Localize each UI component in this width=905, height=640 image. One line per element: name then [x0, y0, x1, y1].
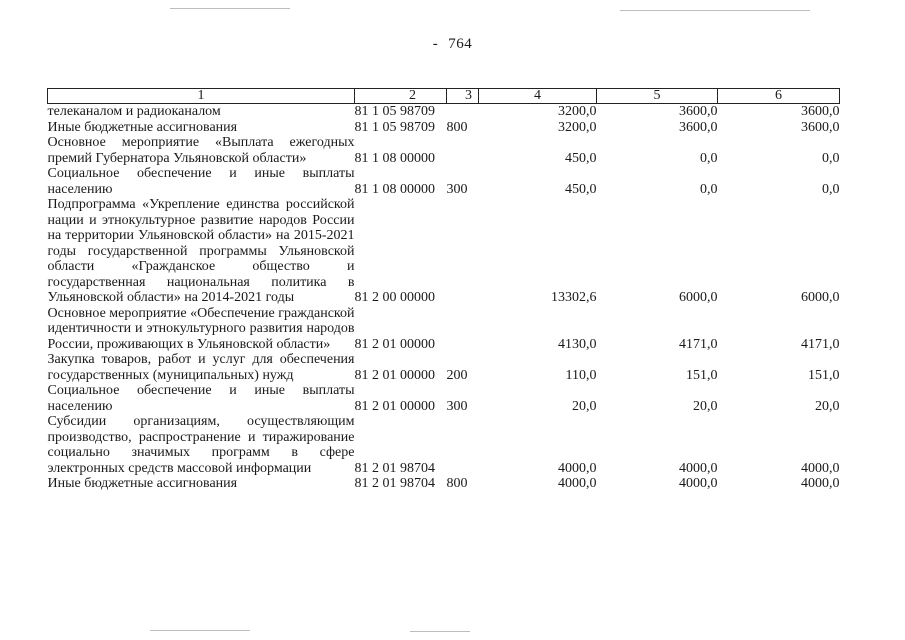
row-value-col5: 20,0: [693, 398, 718, 414]
scan-artifact-bottom: [150, 630, 250, 631]
scan-artifact-top: [620, 10, 810, 11]
page-number-dash: -: [432, 36, 439, 52]
header-col-5: 5: [597, 89, 718, 104]
row-expense-type: [447, 306, 479, 353]
row-expense-type: [447, 197, 479, 306]
row-expense-type: [447, 104, 479, 120]
table-row: [48, 197, 840, 306]
table-row: [48, 135, 840, 166]
row-code: 81 1 05 98709: [354, 104, 435, 119]
row-value-col5: 4000,0: [679, 460, 718, 476]
table-row: [48, 383, 840, 414]
row-expense-type: 300: [446, 181, 468, 197]
scan-artifact-top: [170, 8, 290, 9]
row-code: 81 2 01 00000: [354, 336, 435, 352]
row-value-col5: 151,0: [686, 367, 718, 383]
header-col-3: 3: [447, 89, 479, 104]
budget-table: [47, 88, 840, 492]
row-value-col6: 4000,0: [801, 476, 840, 491]
row-value-col6: 4171,0: [801, 336, 840, 352]
table-header: [48, 89, 840, 104]
row-code: 81 1 08 00000: [354, 150, 435, 166]
row-value-col5: 3600,0: [679, 119, 718, 135]
row-value-col6: 20,0: [815, 398, 840, 414]
table-row: [48, 104, 840, 120]
row-value-col4: 450,0: [565, 181, 597, 197]
row-value-col5: 4171,0: [679, 336, 718, 352]
row-code: 81 1 08 00000: [354, 181, 435, 197]
row-name: Субсидии организациям, осуществляющим производство, распространение и тиражирование социально значимых программ в сфере электронных средств массовой информации: [47, 414, 355, 476]
row-name: Иные бюджетные ассигнования: [47, 119, 238, 135]
table-row: [48, 120, 840, 136]
row-name: Подпрограмма «Укрепление единства российской нации и этнокультурное развитие народов России на территории Ульяновской области» на 2015-2021 годы государственной программы Ульяновской области «Гражданское общество и государственная национальная политика в Ульяновской области» на 2014-2021 годы: [47, 197, 355, 305]
page-number: [0, 36, 905, 53]
header-col-6: 6: [718, 89, 840, 104]
row-value-col4: 3200,0: [558, 119, 597, 135]
row-expense-type: 800: [446, 119, 468, 135]
row-code: 81 2 01 00000: [354, 367, 435, 383]
row-value-col6: 0,0: [822, 181, 840, 197]
table-body: [48, 104, 840, 492]
row-value-col5: 0,0: [700, 181, 718, 197]
row-value-col4: 110,0: [565, 367, 597, 383]
table-row: [48, 166, 840, 197]
row-code: 81 1 05 98709: [354, 119, 435, 135]
scan-artifact-bottom: [410, 631, 470, 632]
row-expense-type: 800: [446, 476, 468, 491]
row-value-col5: 0,0: [700, 150, 718, 166]
row-expense-type: 300: [446, 398, 468, 414]
row-code: 81 2 01 98704: [354, 460, 435, 476]
row-expense-type: [447, 135, 479, 166]
row-expense-type: [447, 414, 479, 476]
row-code: 81 2 01 00000: [354, 398, 435, 414]
row-value-col4: 20,0: [572, 398, 597, 414]
row-code: 81 2 00 00000: [354, 290, 435, 305]
row-name: Социальное обеспечение и иные выплаты населению: [47, 383, 355, 414]
row-name: Социальное обеспечение и иные выплаты населению: [47, 166, 355, 197]
row-value-col5: 3600,0: [679, 104, 718, 119]
row-value-col4: 3200,0: [558, 104, 597, 119]
row-value-col6: 151,0: [808, 367, 840, 383]
row-value-col6: 6000,0: [801, 290, 840, 305]
row-value-col6: 3600,0: [801, 119, 840, 135]
row-name: Основное мероприятие «Обеспечение гражданской идентичности и этнокультурного развития народов России, проживающих в Ульяновской области»: [47, 305, 355, 352]
header-col-1: 1: [48, 89, 355, 104]
row-value-col5: 6000,0: [679, 290, 718, 305]
row-value-col4: 4000,0: [558, 460, 597, 476]
row-name: телеканалом и радиоканалом: [47, 104, 221, 119]
row-value-col4: 450,0: [565, 150, 597, 166]
table-row: [48, 476, 840, 492]
row-name: Иные бюджетные ассигнования: [47, 476, 238, 491]
row-value-col6: 4000,0: [801, 460, 840, 476]
table-row: [48, 352, 840, 383]
header-col-2: 2: [355, 89, 447, 104]
row-name: Основное мероприятие «Выплата ежегодных премий Губернатора Ульяновской области»: [47, 135, 355, 166]
row-value-col5: 4000,0: [679, 476, 718, 491]
header-col-4: 4: [479, 89, 597, 104]
row-name: Закупка товаров, работ и услуг для обеспечения государственных (муниципальных) нужд: [47, 352, 355, 383]
table-row: [48, 306, 840, 353]
row-value-col6: 3600,0: [801, 104, 840, 119]
row-value-col4: 13302,6: [551, 290, 597, 305]
row-value-col4: 4130,0: [558, 336, 597, 352]
row-value-col6: 0,0: [822, 150, 840, 166]
table-row: [48, 414, 840, 476]
page-number-value: 764: [448, 36, 473, 52]
row-expense-type: 200: [446, 367, 468, 383]
row-value-col4: 4000,0: [558, 476, 597, 491]
row-code: 81 2 01 98704: [354, 476, 435, 491]
